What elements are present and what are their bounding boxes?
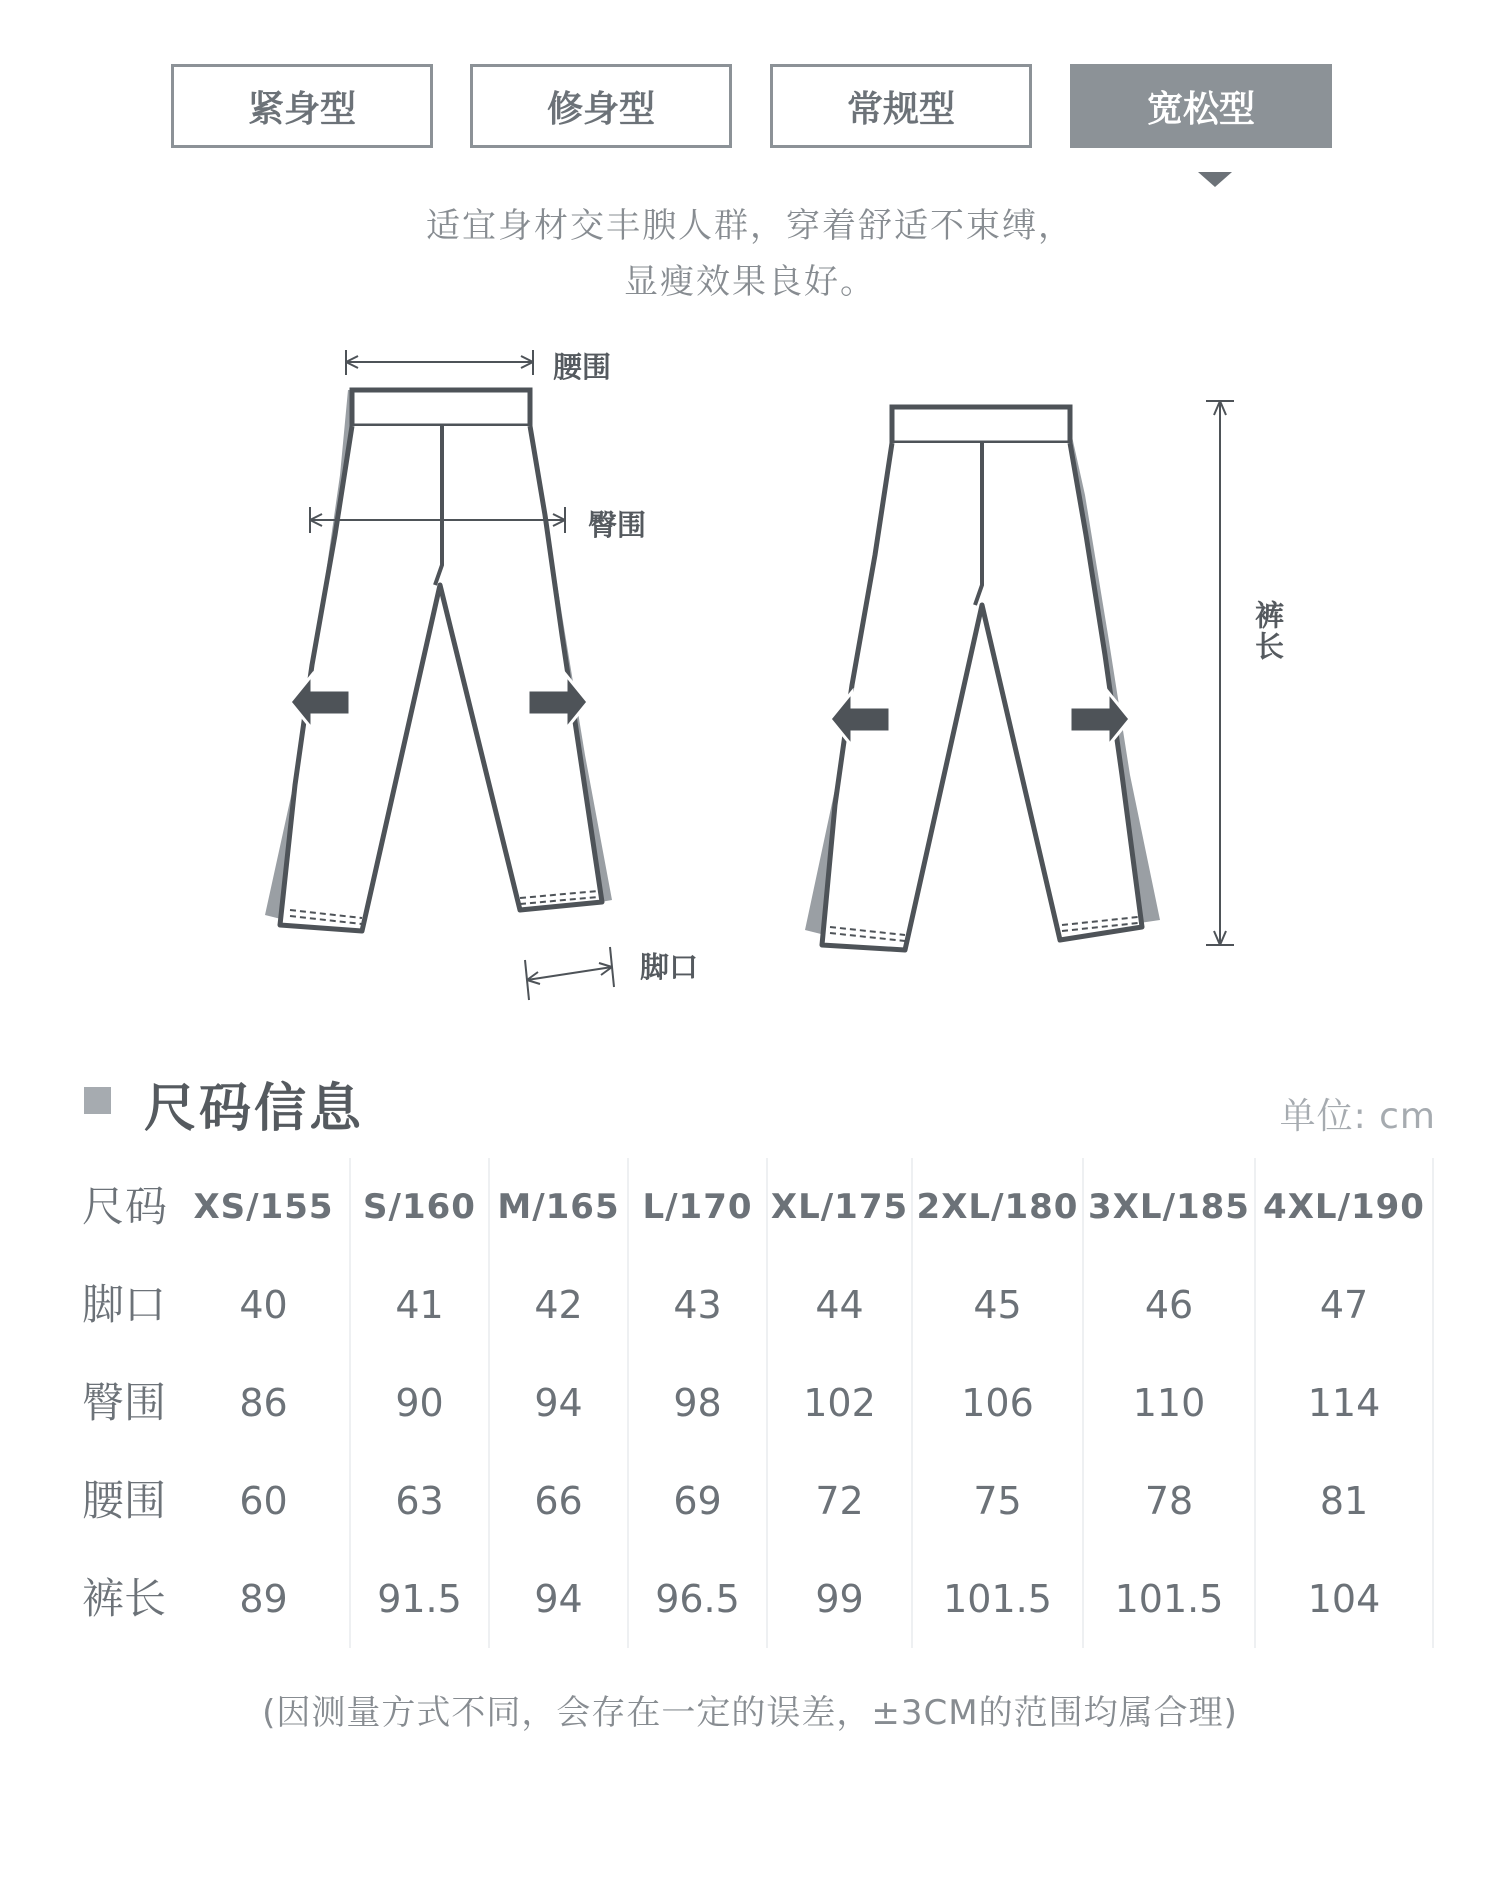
size-header-cell: 3XL/185 <box>1082 1158 1254 1256</box>
table-cell: 106 <box>911 1354 1082 1452</box>
row-label: 尺码 <box>82 1182 169 1231</box>
size-header-cell: M/165 <box>488 1158 627 1256</box>
table-row <box>70 1354 1435 1452</box>
table-cell: 86 <box>239 1381 288 1425</box>
waist-label: 腰围 <box>553 350 612 384</box>
table-cell: 101.5 <box>911 1550 1082 1648</box>
length-measure-line <box>1206 401 1234 945</box>
table-cell: 63 <box>349 1452 488 1550</box>
table-cell: 114 <box>1254 1354 1434 1452</box>
table-cell: 46 <box>1082 1256 1254 1354</box>
fit-description <box>0 198 1500 310</box>
tab-fit-regular[interactable]: 常规型 <box>770 64 1032 148</box>
table-cell: 110 <box>1082 1354 1254 1452</box>
size-info-header <box>84 1070 1434 1140</box>
table-cell: 42 <box>488 1256 627 1354</box>
row-label: 脚口 <box>82 1280 167 1329</box>
table-cell: 66 <box>488 1452 627 1550</box>
table-cell: 41 <box>349 1256 488 1354</box>
table-cell: 44 <box>766 1256 911 1354</box>
table-cell: 104 <box>1254 1550 1434 1648</box>
pants-illustration <box>0 335 1500 1015</box>
pants-diagram <box>0 335 1500 1015</box>
size-header-cell: 4XL/190 <box>1254 1158 1434 1256</box>
size-header-cell: L/170 <box>627 1158 766 1256</box>
table-cell: 40 <box>239 1283 288 1327</box>
table-cell: 75 <box>911 1452 1082 1550</box>
row-label: 臀围 <box>82 1378 167 1427</box>
table-cell: 78 <box>1082 1452 1254 1550</box>
table-cell: 72 <box>766 1452 911 1550</box>
table-cell: 96.5 <box>627 1550 766 1648</box>
tab-fit-slim[interactable]: 修身型 <box>470 64 732 148</box>
section-title: 尺码信息 <box>144 1079 365 1139</box>
table-cell: 94 <box>488 1354 627 1452</box>
table-cell: 69 <box>627 1452 766 1550</box>
hip-label: 臀围 <box>588 508 647 542</box>
pants-back-figure <box>805 405 1160 950</box>
table-cell: 89 <box>239 1577 288 1621</box>
pants-front-figure <box>265 390 612 931</box>
unit-label: 单位: cm <box>1279 1096 1436 1137</box>
tab-fit-tight[interactable]: 紧身型 <box>171 64 433 148</box>
fit-description-line2: 显瘦效果良好。 <box>624 262 876 302</box>
table-row <box>70 1550 1435 1648</box>
table-cell: 98 <box>627 1354 766 1452</box>
table-cell: 102 <box>766 1354 911 1452</box>
section-marker-icon <box>84 1087 111 1114</box>
hem-measure-line <box>525 947 614 1000</box>
fit-type-tabs <box>171 64 1337 153</box>
table-row <box>70 1256 1435 1354</box>
size-header-cell: S/160 <box>349 1158 488 1256</box>
table-row <box>70 1452 1435 1550</box>
size-header-cell: XL/175 <box>766 1158 911 1256</box>
table-cell: 45 <box>911 1256 1082 1354</box>
table-cell: 90 <box>349 1354 488 1452</box>
size-header-cell: XS/155 <box>193 1187 334 1227</box>
tab-fit-loose[interactable]: 宽松型 <box>1070 64 1332 148</box>
size-header-cell: 2XL/180 <box>911 1158 1082 1256</box>
tab-pointer-icon <box>1198 172 1232 187</box>
fit-description-line1: 适宜身材交丰腴人群，穿着舒适不束缚， <box>426 206 1074 246</box>
table-cell: 101.5 <box>1082 1550 1254 1648</box>
table-cell: 91.5 <box>349 1550 488 1648</box>
row-label: 裤长 <box>82 1574 167 1623</box>
table-header-row <box>70 1158 1435 1256</box>
table-cell: 99 <box>766 1550 911 1648</box>
length-label: 裤长 <box>1251 600 1285 662</box>
row-label: 腰围 <box>82 1476 167 1525</box>
footnote: (因测量方式不同，会存在一定的误差，±3CM的范围均属合理) <box>262 1693 1238 1733</box>
hem-label: 脚口 <box>640 950 699 984</box>
waist-measure-line <box>346 350 533 375</box>
table-cell: 47 <box>1254 1256 1434 1354</box>
table-cell: 94 <box>488 1550 627 1648</box>
size-table <box>70 1158 1435 1648</box>
table-cell: 60 <box>239 1479 288 1523</box>
table-cell: 43 <box>627 1256 766 1354</box>
table-cell: 81 <box>1254 1452 1434 1550</box>
